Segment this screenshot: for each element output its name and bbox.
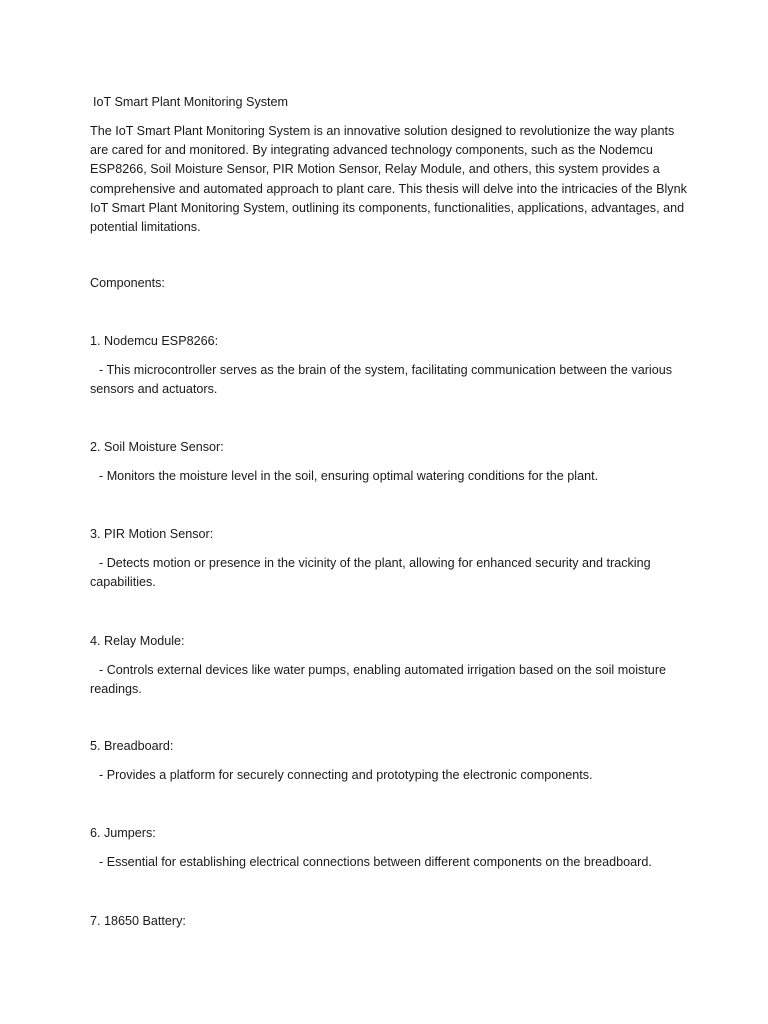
component-description: - Monitors the moisture level in the soil, ensuring optimal watering conditions for the plant. xyxy=(99,469,599,483)
document-title: IoT Smart Plant Monitoring System xyxy=(93,95,289,109)
components-heading: Components: xyxy=(90,276,165,290)
component-heading: 3. PIR Motion Sensor: xyxy=(90,527,214,541)
component-description: - This microcontroller serves as the brain of the system, facilitating communication between the various sensors and actuators. xyxy=(90,363,673,397)
component-description: - Controls external devices like water pumps, enabling automated irrigation based on the soil moisture readings. xyxy=(90,663,667,697)
component-heading: 6. Jumpers: xyxy=(90,826,156,840)
component-description: - Essential for establishing electrical connections between different components on the breadboard. xyxy=(99,855,652,869)
component-heading: 7. 18650 Battery: xyxy=(90,914,186,928)
component-heading: 1. Nodemcu ESP8266: xyxy=(90,334,219,348)
intro-paragraph: The IoT Smart Plant Monitoring System is an innovative solution designed to revolutionize the way plants are cared for and monitored. By integrating advanced technology components, such as the Nodemcu ESP8266, Soil Moisture Sensor, PIR Motion Sensor, Relay Module, and others, this system provides a comprehensive and automated approach to plant care. This thesis will delve into the intricacies of the Blynk IoT Smart Plant Monitoring System, outlining its components, functionalities, applications, advantages, and potential limitations. xyxy=(90,124,687,235)
component-description: - Provides a platform for securely connecting and prototyping the electronic components. xyxy=(99,768,593,782)
component-heading: 2. Soil Moisture Sensor: xyxy=(90,440,224,454)
component-heading: 4. Relay Module: xyxy=(90,634,185,648)
component-description: - Detects motion or presence in the vicinity of the plant, allowing for enhanced security and tracking capabilities. xyxy=(90,556,651,590)
component-heading: 5. Breadboard: xyxy=(90,739,174,753)
